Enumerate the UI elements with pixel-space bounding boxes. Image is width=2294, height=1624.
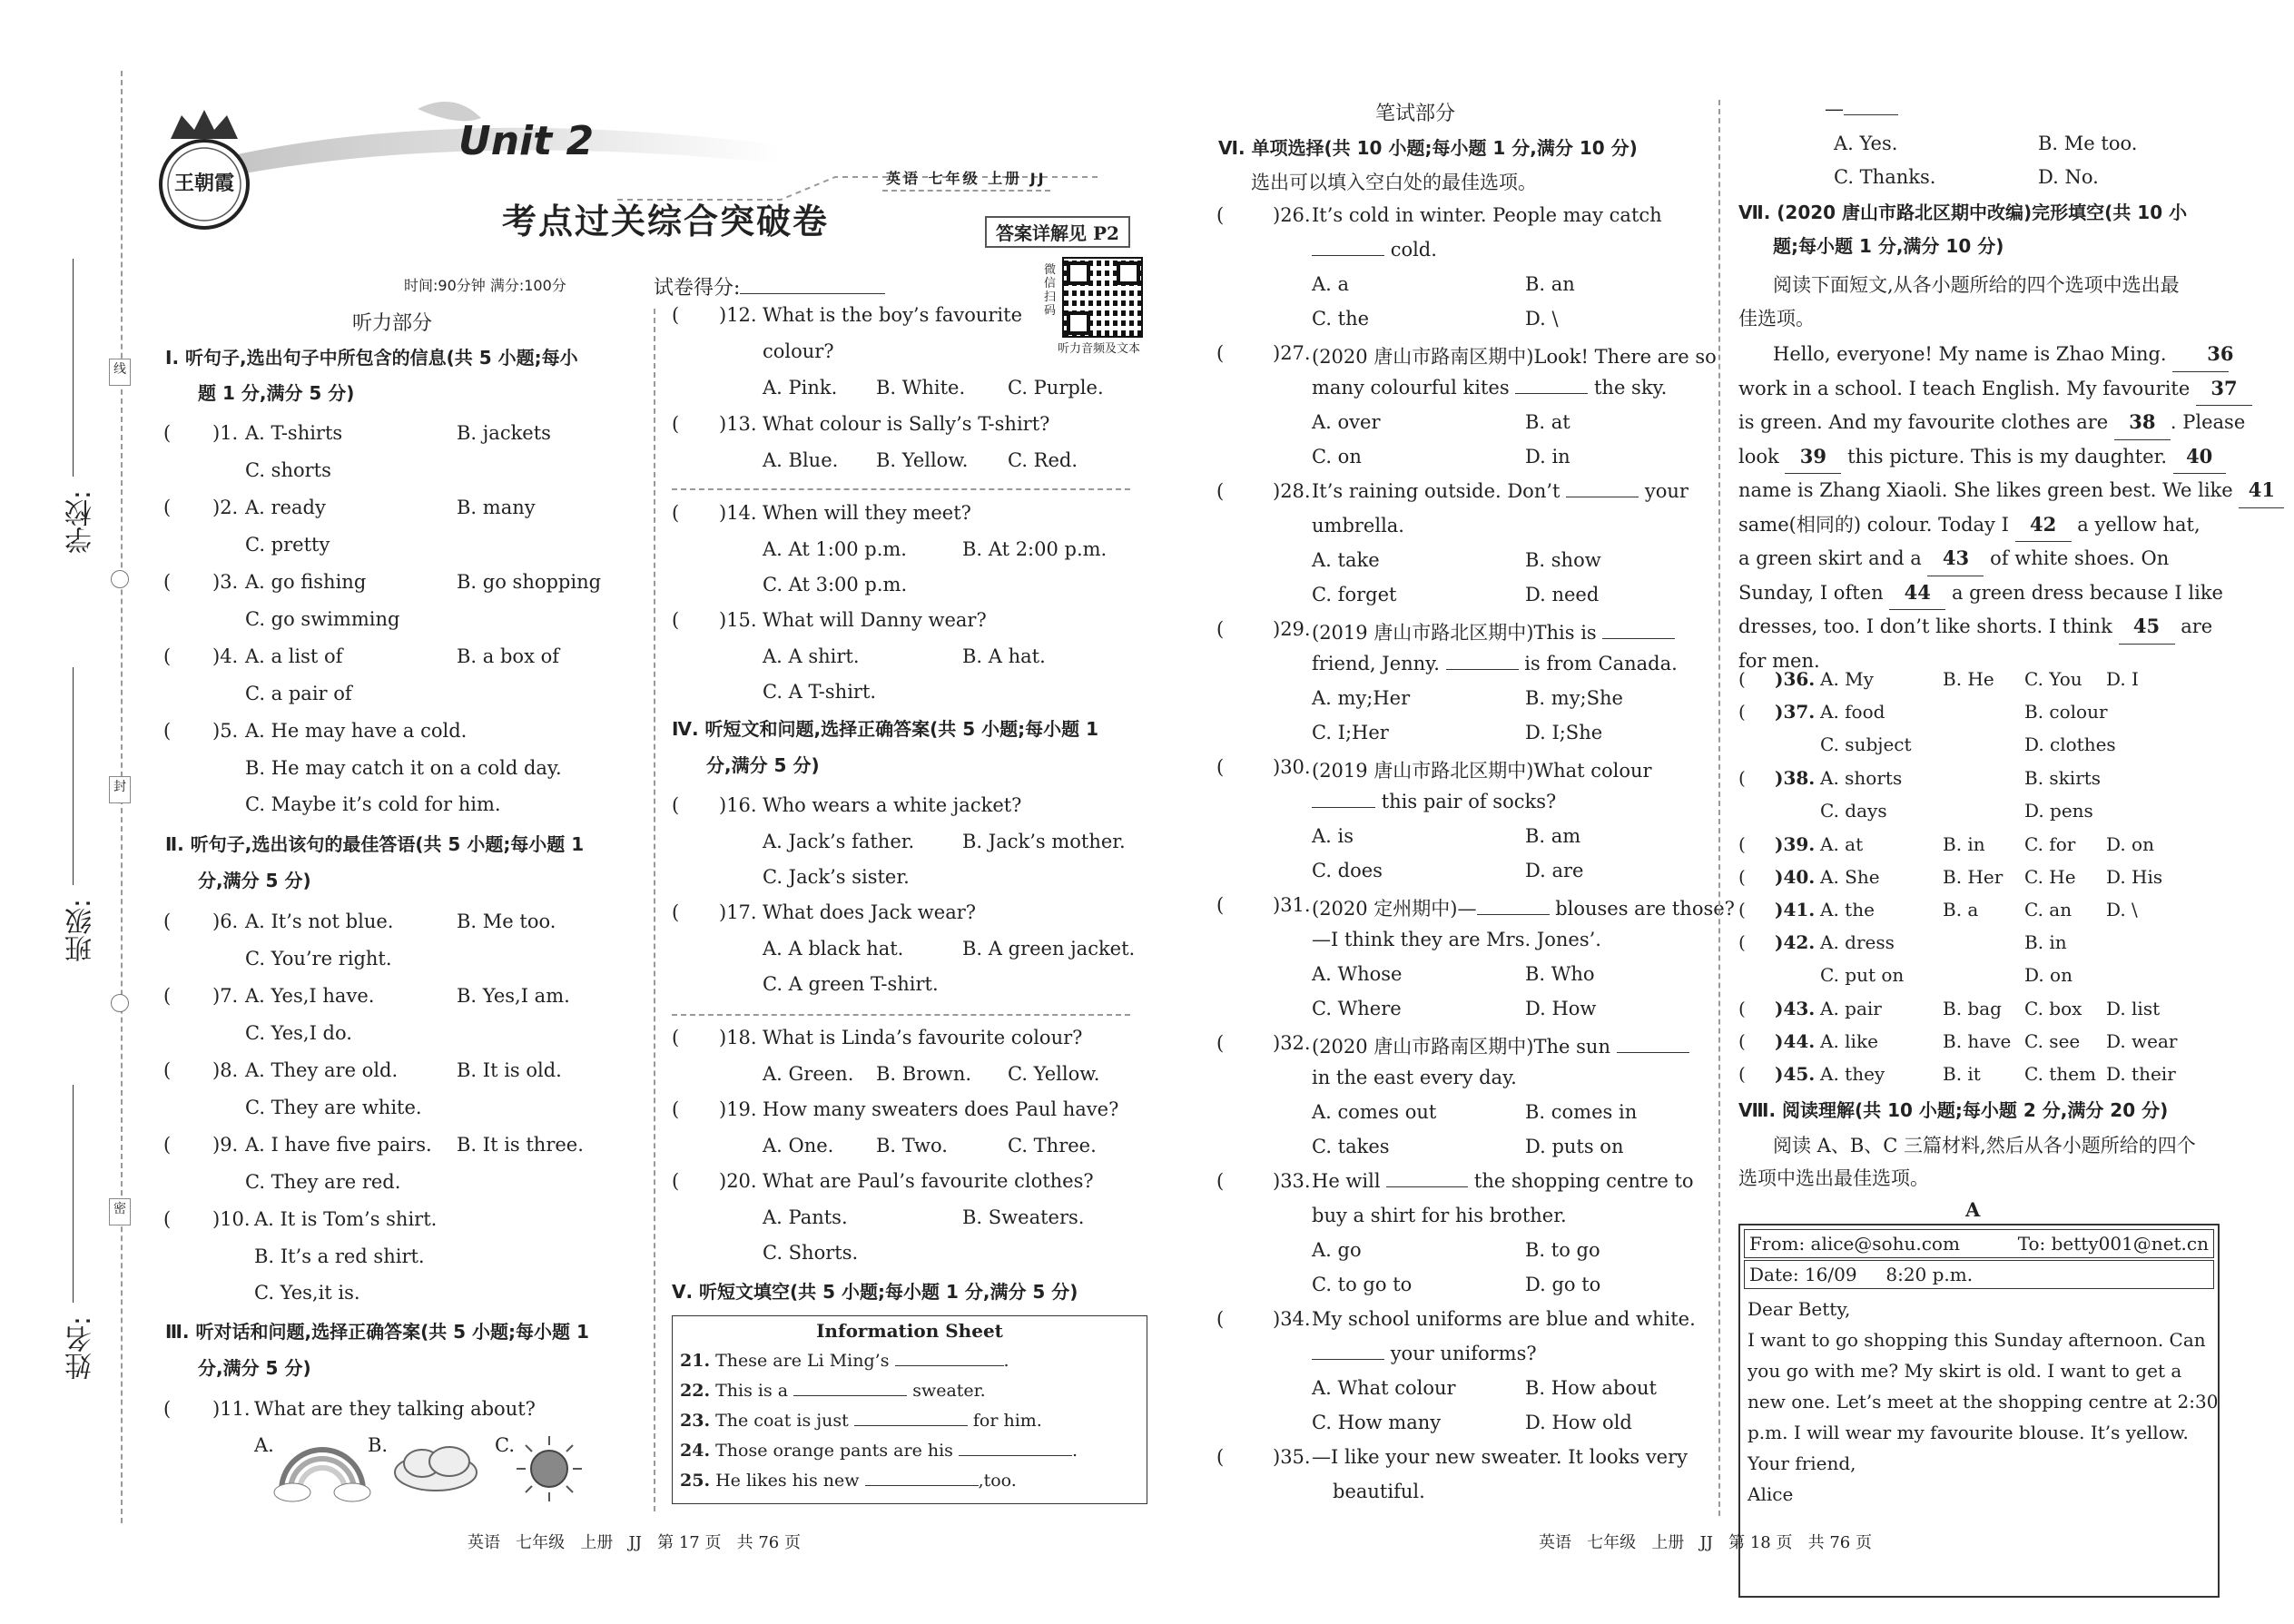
section-7-instruction: 阅读下面短文,从各小题所给的四个选项中选出最 [1773, 274, 2180, 296]
blank[interactable] [1386, 1186, 1468, 1187]
option-b[interactable]: B. He [1943, 668, 1994, 690]
blank[interactable] [1312, 1359, 1384, 1360]
option-a[interactable]: A. My [1820, 668, 1874, 690]
question-stem: (2020 唐山市路南区期中)Look! There are so [1312, 346, 1717, 368]
option-d[interactable]: D. list [2106, 998, 2161, 1019]
option-c[interactable]: C. You’re right. [245, 948, 392, 969]
option-d[interactable]: D. go to [1525, 1274, 1601, 1295]
option-c[interactable]: C. on [1312, 446, 1362, 468]
question-stem: It’s cold in winter. People may catch [1312, 204, 1662, 226]
option-b[interactable]: B. White. [876, 377, 966, 399]
blank[interactable] [1617, 1052, 1689, 1053]
question-stem: Who wears a white jacket? [763, 794, 1022, 816]
option-a[interactable]: A. comes out [1312, 1101, 1437, 1123]
sun-icon [513, 1432, 586, 1505]
school-field[interactable] [54, 259, 100, 558]
option-a[interactable]: A. Yes,I have. [245, 985, 375, 1007]
question-stem: What does Jack wear? [763, 901, 977, 923]
binding-mark: 密 [109, 1198, 131, 1225]
question-stem: colour? [763, 340, 834, 362]
class-field[interactable] [54, 667, 100, 967]
paper-title: 考点过关综合突破卷 [502, 201, 830, 241]
option-a[interactable]: A. I have five pairs. [245, 1134, 432, 1156]
option-b[interactable]: B. comes in [1525, 1101, 1638, 1123]
option-a[interactable]: A. Pink. [763, 377, 838, 399]
section-8-title: Ⅷ. 阅读理解(共 10 小题;每小题 2 分,满分 20 分) [1738, 1099, 2169, 1121]
option-a[interactable]: A. Blue. [763, 449, 839, 471]
logo [154, 104, 254, 236]
option-b[interactable]: B. Yes,I am. [457, 985, 570, 1007]
passage-label: A [1965, 1198, 1981, 1221]
blank-38[interactable]: 38 [2114, 406, 2171, 440]
option-b[interactable]: B. How about [1525, 1377, 1657, 1399]
column-4: — A. Yes. B. Me too. C. Thanks. D. No. Ⅶ. (2020 唐山市路北区期中改编)完形填空(共 10 小 题;每小题 1 分,满分 10 分) 阅读下面短文,从各小题所给的四个选项中选出最 佳选项。 Hello, everyone! My name is Zhao Ming. 36 work in a school. I teach English. My favourite 37 is green. And my favourite clothes are 38 . Please look 39 this picture. This is my daughter. 40 name is Zhang Xiaoli. She likes green best. We like 41 same(相同的) colour. Today I 42 a yellow hat, a green skirt and a 43 of white shoes. On Sunday, I often 44 a green dress because I like dresses, too. I don’t like shorts. I think 45 are for men. ( )36. A. My B. He C. You D. I ( )37. A. food B. colour C. subject D. clothes ( )38. A. shorts B. skirts C. days D. pens ( )39. A. at B. in C. for D. on ( )40. A. She B. Her C. He D. His ( )41. A. the B. a C. an D. \ ( )42. A. dress B. in C. put on D. on ( )43. A. pair B. bag C. box D. list ( )44. A. like B. have C. see D. wear ( )45. A. they B. it C. them D. their Ⅷ. 阅读理解(共 10 小题;每小题 2 分,满分 20 分) 阅读 A、B、C 三篇材料,然后从各小题所给的四个 选项中选出最佳选项。 A From: alice@sohu.com To: betty001@net.cn Date: 16/09 8:20 p.m. Dear Betty, I want to go shopping this Sunday afternoon. Can you go with me? My skirt is old. I want to get a new one. Let’s meet at the shopping centre at 2:30 p.m. I will wear my favourite blouse. It’s yellow. Your friend, Alice [1738, 98, 2220, 1514]
option-c[interactable]: C. Purple. [1008, 377, 1104, 399]
section-7-instruction: 佳选项。 [1738, 308, 1815, 330]
name-field[interactable] [54, 1085, 100, 1384]
option-d[interactable]: D. How old [1525, 1412, 1632, 1433]
option-c[interactable]: C. Three. [1008, 1135, 1097, 1156]
section-6-title: Ⅵ. 单项选择(共 10 小题;每小题 1 分,满分 10 分) [1218, 137, 1638, 159]
option-b[interactable]: B. It is old. [457, 1059, 562, 1081]
option-b[interactable]: B. a [1943, 899, 1979, 920]
option-b[interactable]: B. have [1943, 1030, 2012, 1052]
option-a[interactable]: A. It’s not blue. [245, 910, 394, 932]
info-sheet-title: Information Sheet [816, 1320, 1003, 1342]
blank-22[interactable] [793, 1395, 907, 1396]
blank-40[interactable]: 40 [2173, 440, 2226, 475]
blank[interactable] [1312, 807, 1375, 808]
blank-39[interactable]: 39 [1785, 440, 1841, 475]
writing-heading: 笔试部分 [1375, 103, 1456, 125]
option-a[interactable]: A. like [1820, 1030, 1878, 1052]
question-stem: My school uniforms are blue and white. [1312, 1308, 1696, 1330]
question-stem: When will they meet? [763, 502, 971, 524]
section-7-title: 题;每小题 1 分,满分 10 分) [1773, 235, 2004, 257]
blank[interactable] [1446, 669, 1519, 670]
option-b[interactable]: B. It is three. [457, 1134, 584, 1156]
section-1-title: 题 1 分,满分 5 分) [198, 382, 355, 404]
column-3: Ⅵ. 单项选择(共 10 小题;每小题 1 分,满分 10 分) 选出可以填入空白处的最佳选项。 ( )26. It’s cold in winter. People may catch cold. A. a B. an C. the D. \ ( )27. (2020 唐山市路南区期中)Look! There are so many colourful kites the sky. A. over B. at C. on D. in ( )28. It’s raining outside. Don’t your umbrella. A. take B. show C. forget D. need ( )29. (2019 唐山市路北区期中)This is friend, Jenny. is from Canada. A. my;Her B. my;She C. I;Her D. I;She ( )30. (2019 唐山市路北区期中)What colour this pair of socks? A. is B. am C. does D. are ( )31. (2020 定州期中)— blouses are those? —I think they are Mrs. Jones’. A. Whose B. Who C. Where D. How ( )32. (2020 唐山市路南区期中)The sun in the east every day. A. comes out B. comes in C. takes D. puts on ( )33. He will the shopping centre to buy a shirt for his brother. A. go B. to go C. to go to D. go to ( )34. My school uniforms are blue and white. your uniforms? A. What colour B. How about C. How many D. How old ( )35. —I like your new sweater. It looks very beautiful. [1216, 132, 1707, 1521]
option-b[interactable]: B. Me too. [457, 910, 556, 932]
email-from: From: alice@sohu.com [1749, 1233, 1960, 1255]
option-d[interactable]: D. puts on [1525, 1136, 1624, 1157]
option-a[interactable]: A. at [1820, 833, 1864, 855]
option-d[interactable]: D. are [1525, 860, 1584, 881]
binding-mark: 线 [109, 359, 131, 386]
option-a[interactable]: A. food [1820, 701, 1885, 723]
option-b[interactable]: B. A green jacket. [962, 938, 1136, 960]
option-a[interactable]: A. One. [763, 1135, 834, 1156]
name-label: 姓名: [65, 1316, 97, 1381]
option-c[interactable]: C. does [1312, 860, 1383, 881]
option-b[interactable]: B. A hat. [962, 645, 1046, 667]
option-a[interactable]: A. At 1:00 p.m. [763, 538, 907, 560]
option-d[interactable]: D. their [2106, 1063, 2176, 1085]
option-c[interactable]: C. days [1820, 800, 1887, 822]
column-divider [654, 309, 655, 1511]
listening-heading: 听力部分 [352, 312, 433, 335]
option-b[interactable]: B. to go [1525, 1239, 1600, 1261]
blank-21[interactable] [895, 1365, 1004, 1366]
option-a[interactable]: A. A shirt. [763, 645, 860, 667]
option-d[interactable]: D. on [2024, 964, 2072, 986]
section-8-instruction: 阅读 A、B、C 三篇材料,然后从各小题所给的四个 [1773, 1135, 2196, 1156]
option-b[interactable]: B. Her [1943, 866, 2004, 888]
option-c[interactable]: C. Jack’s sister. [763, 866, 910, 888]
option-a[interactable]: A. over [1312, 411, 1381, 433]
blank[interactable] [1515, 393, 1588, 394]
question-stem: What is Linda’s favourite colour? [763, 1027, 1083, 1048]
option-b[interactable]: B. Jack’s mother. [962, 831, 1126, 852]
score-field[interactable] [654, 272, 885, 300]
blank-36[interactable]: 36 [2172, 338, 2229, 372]
option-c[interactable]: C. They are red. [245, 1171, 401, 1193]
option-a[interactable]: A. A black hat. [763, 938, 904, 960]
option-c[interactable]: C. shorts [245, 459, 331, 481]
option-a[interactable]: A. is [1312, 825, 1354, 847]
binding-circle [111, 994, 129, 1012]
option-b[interactable]: B. He may catch it on a cold day. [245, 757, 562, 779]
option-b[interactable]: B. it [1943, 1063, 1981, 1085]
cloze-passage: Hello, everyone! My name is Zhao Ming. 36 work in a school. I teach English. My favourite 37 is green. And my favourite clothes are 38 . Please look 39 this picture. This is my daughter. 40 name is Zhang Xiaoli. She likes green best. We like 41 same(相同的) colour. Today I 42 a yellow hat, a green skirt and a 43 of white shoes. On Sunday, I often 44 a green dress because I like dresses, too. I don’t like shorts. I think 45 are for men. [1738, 338, 2212, 677]
option-c[interactable]: C. At 3:00 p.m. [763, 574, 908, 595]
option-b[interactable]: B. many [457, 497, 536, 518]
time-info: 时间:90分钟 满分:100分 [404, 277, 566, 294]
option-b[interactable]: B. Two. [876, 1135, 948, 1156]
option-c[interactable]: C. subject [1820, 733, 1912, 755]
option-b[interactable]: B. Who [1525, 963, 1595, 985]
school-label: 学校: [65, 490, 97, 555]
option-a[interactable]: A. take [1312, 549, 1380, 571]
option-a[interactable]: A. Whose [1312, 963, 1403, 985]
option-c[interactable]: C. Yes,it is. [254, 1282, 360, 1304]
option-a[interactable]: A. It is Tom’s shirt. [254, 1208, 438, 1230]
option-c[interactable]: C. them [2024, 1063, 2097, 1085]
option-b[interactable]: B. It’s a red shirt. [254, 1245, 425, 1267]
question-stem: What are Paul’s favourite clothes? [763, 1170, 1094, 1192]
option-c[interactable]: C. A T-shirt. [763, 681, 877, 703]
subject-tag: 英语 七年级 上册 JJ [882, 167, 1050, 192]
option-a[interactable]: A. Pants. [763, 1206, 848, 1228]
email-body: Dear Betty, I want to go shopping this Sunday afternoon. Can you go with me? My skirt is old. I want to get a new one. Let’s meet at the shopping centre at 2:30 p.m. I will wear my favourite blouse. It’s yellow. Your friend, Alice [1748, 1298, 2219, 1505]
score-label: 试卷得分: [654, 277, 741, 300]
option-d[interactable]: D. \ [1525, 308, 1559, 330]
question-stem: What are they talking about? [254, 1398, 536, 1420]
blank[interactable] [1477, 914, 1550, 915]
info-row: 23. The coat is just for him. [680, 1410, 1042, 1431]
option-d[interactable]: D. in [1525, 446, 1570, 468]
option-d[interactable]: D. I [2106, 668, 2139, 690]
option-a[interactable]: A. the [1820, 899, 1875, 920]
option-b[interactable]: B. my;She [1525, 687, 1623, 709]
option-b[interactable]: B. an [1525, 273, 1575, 295]
option-b[interactable]: B. jackets [457, 422, 551, 444]
option-a[interactable]: A. Jack’s father. [763, 831, 915, 852]
option-c[interactable]: C. He [2024, 866, 2076, 888]
option-b[interactable]: B. in [1943, 833, 1985, 855]
rainbow-icon [272, 1436, 372, 1504]
logo-text: 王朝霞 [174, 172, 235, 195]
blank-41[interactable]: 41 [2239, 474, 2284, 508]
blank-42[interactable]: 42 [2015, 508, 2072, 543]
option-c[interactable]: C. the [1312, 308, 1370, 330]
option-c[interactable]: C. box [2024, 998, 2082, 1019]
blank-45[interactable]: 45 [2119, 610, 2175, 645]
section-2-title: 分,满分 5 分) [198, 870, 311, 891]
option-c[interactable]: C. go swimming [245, 608, 400, 630]
blank-23[interactable] [854, 1425, 968, 1426]
column-divider [1718, 100, 1720, 1516]
section-3-title: 分,满分 5 分) [198, 1357, 311, 1379]
binding-circle [111, 570, 129, 588]
class-label: 班级: [65, 899, 97, 963]
info-row: 25. He likes his new ,too. [680, 1470, 1017, 1491]
section-8-instruction: 选项中选出最佳选项。 [1738, 1167, 1929, 1189]
blank[interactable] [1844, 114, 1898, 115]
option-a[interactable]: A. a [1312, 273, 1350, 295]
question-stem: —I like your new sweater. It looks very [1312, 1446, 1689, 1468]
section-6-instruction: 选出可以填入空白处的最佳选项。 [1251, 172, 1537, 193]
option-c[interactable]: C. Where [1312, 998, 1402, 1019]
option-b[interactable]: B. at [1525, 411, 1570, 433]
email-date: Date: 16/09 8:20 p.m. [1749, 1264, 1974, 1285]
option-b[interactable]: B. Sweaters. [962, 1206, 1085, 1228]
blank-43[interactable]: 43 [1927, 542, 1984, 576]
option-a[interactable]: A. pair [1820, 998, 1882, 1019]
column-1: 听力部分 Ⅰ. 听句子,选出句子中所包含的信息(共 5 小题;每小 题 1 分,满分 5 分) ( )1. A. T-shirts B. jackets C. shorts ( )2. A. ready B. many C. pretty ( )3. A. go fishing B. go shopping C. go swimming ( )4. A. a list of B. a box of C. a pair of ( )5. A. He may have a cold. B. He may catch it on a cold day. C. Maybe it’s cold for him. Ⅱ. 听句子,选出该句的最佳答语(共 5 小题;每小题 1 分,满分 5 分) ( )6. A. It’s not blue. B. Me too. C. You’re right. ( )7. A. Yes,I have. B. Yes,I am. C. Yes,I do. ( )8. A. They are old. B. It is old. C. They are white. ( )9. A. I have five pairs. B. It is three. C. They are red. ( )10. A. It is Tom’s shirt. B. It’s a red shirt. C. Yes,it is. Ⅲ. 听对话和问题,选择正确答案(共 5 小题;每小题 1 分,满分 5 分) ( )11. What are they talking about? A. B. C. [163, 304, 635, 1511]
question-stem: What will Danny wear? [763, 609, 987, 631]
option-b[interactable]: B. show [1525, 549, 1601, 571]
option-d[interactable]: D. How [1525, 998, 1597, 1019]
option-b[interactable]: B. am [1525, 825, 1581, 847]
option-b[interactable]: B. bag [1943, 998, 2002, 1019]
section-5-title: Ⅴ. 听短文填空(共 5 小题;每小题 1 分,满分 5 分) [672, 1281, 1078, 1303]
qr-caption: 听力音频及文本 [1058, 342, 1141, 356]
option-b[interactable]: B. a box of [457, 645, 559, 667]
option-a[interactable]: A. They are old. [245, 1059, 399, 1081]
option-c[interactable]: C. pretty [245, 534, 330, 556]
option-a[interactable]: A. [254, 1434, 274, 1456]
section-3-title: Ⅲ. 听对话和问题,选择正确答案(共 5 小题;每小题 1 [165, 1321, 589, 1343]
option-d[interactable]: D. I;She [1525, 722, 1603, 743]
section-2-title: Ⅱ. 听句子,选出该句的最佳答语(共 5 小题;每小题 1 [165, 833, 585, 855]
option-d[interactable]: D. \ [2106, 899, 2138, 920]
section-4-title: Ⅳ. 听短文和问题,选择正确答案(共 5 小题;每小题 1 [672, 718, 1098, 740]
blank[interactable] [1312, 255, 1384, 256]
option-a[interactable]: A. Green. [763, 1063, 854, 1085]
option-c[interactable]: C. Shorts. [763, 1242, 859, 1264]
cloud-icon [386, 1443, 490, 1498]
option-b[interactable]: B. At 2:00 p.m. [962, 538, 1108, 560]
section-1-title: Ⅰ. 听句子,选出句子中所包含的信息(共 5 小题;每小 [165, 347, 578, 369]
option-a[interactable]: A. ready [245, 497, 326, 518]
option-a[interactable]: A. they [1820, 1063, 1885, 1085]
option-c[interactable]: C. forget [1312, 584, 1397, 605]
option-c[interactable]: C. for [2024, 833, 2076, 855]
option-a[interactable]: A. She [1820, 866, 1880, 888]
option-a[interactable]: A. What colour [1312, 1377, 1456, 1399]
option-b[interactable]: B. go shopping [457, 571, 602, 593]
column-2: ( )12. What is the boy’s favourite colour? A. Pink. B. White. C. Purple. ( )13. What colour is Sally’s T-shirt? A. Blue. B. Yellow. C. Red. ( )14. When will they meet? A. At 1:00 p.m. B. At 2:00 p.m. C. At 3:00 p.m. ( )15. What will Danny wear? A. A shirt. B. A hat. C. A T-shirt. Ⅳ. 听短文和问题,选择正确答案(共 5 小题;每小题 1 分,满分 5 分) ( )16. Who wears a white jacket? A. Jack’s father. B. Jack’s mother. C. Jack’s sister. ( )17. What does Jack wear? A. A black hat. B. A green jacket. C. A green T-shirt. ( )18. What is Linda’s favourite colour? A. Green. B. Brown. C. Yellow. ( )19. How many sweaters does Paul have? A. One. B. Two. C. Three. ( )20. What are Paul’s favourite clothes? A. Pants. B. Sweaters. C. Shorts. Ⅴ. 听短文填空(共 5 小题;每小题 1 分,满分 5 分) Information Sheet 21. These are Li Ming’s . 22. This is a sweater. 23. The coat is just for him. 24. Those orange pants are his . 25. He likes his new ,too. [672, 304, 1153, 1511]
option-c[interactable]: C. They are white. [245, 1097, 422, 1118]
section-7-title: Ⅶ. (2020 唐山市路北区期中改编)完形填空(共 10 小 [1738, 202, 2188, 223]
question-stem: How many sweaters does Paul have? [763, 1098, 1119, 1120]
option-a[interactable]: A. my;Her [1312, 687, 1411, 709]
option-c[interactable]: C. to go to [1312, 1274, 1413, 1295]
blank-37[interactable]: 37 [2196, 372, 2252, 407]
option-c[interactable]: C. Red. [1008, 449, 1078, 471]
option-d[interactable]: D. need [1525, 584, 1600, 605]
option-c[interactable]: C. an [2024, 899, 2072, 920]
option-c[interactable]: C. takes [1312, 1136, 1390, 1157]
option-b[interactable]: B. in [2024, 931, 2067, 953]
option-d[interactable]: D. wear [2106, 1030, 2178, 1052]
binding-mark: 封 [109, 776, 131, 803]
option-a[interactable]: A. Yes. [1834, 133, 1898, 154]
info-row: 22. This is a sweater. [680, 1380, 986, 1401]
unit-title: Unit 2 [458, 118, 595, 164]
blank-44[interactable]: 44 [1889, 576, 1945, 611]
option-b[interactable]: B. [368, 1434, 389, 1456]
section-4-title: 分,满分 5 分) [706, 754, 820, 776]
option-c[interactable]: C. Maybe it’s cold for him. [245, 793, 501, 815]
qr-side-label: 微信扫码 [1044, 263, 1057, 318]
option-b[interactable]: B. Me too. [2038, 133, 2138, 154]
option-a[interactable]: A. He may have a cold. [245, 720, 468, 742]
question-stem: (2019 唐山市路北区期中)What colour [1312, 760, 1652, 782]
option-b[interactable]: B. colour [2024, 701, 2108, 723]
option-d[interactable]: D. No. [2038, 166, 2099, 188]
option-d[interactable]: D. clothes [2024, 733, 2116, 755]
blank-24[interactable] [959, 1455, 1072, 1456]
email-to: To: betty001@net.cn [2017, 1233, 2209, 1255]
option-c[interactable]: C. Thanks. [1834, 166, 1936, 188]
footer-right: 英语 七年级 上册 JJ 第 18 页 共 76 页 [1539, 1533, 1872, 1552]
option-c[interactable]: C. [495, 1434, 515, 1456]
separator [672, 488, 1130, 490]
question-stem: What colour is Sally’s T-shirt? [763, 413, 1050, 435]
option-d[interactable]: D. pens [2024, 800, 2093, 822]
option-b[interactable]: B. Brown. [876, 1063, 972, 1085]
option-a[interactable]: A. go [1312, 1239, 1362, 1261]
option-b[interactable]: B. Yellow. [876, 449, 969, 471]
option-a[interactable]: A. shorts [1820, 767, 1903, 789]
information-sheet [672, 1315, 1147, 1504]
info-row: 24. Those orange pants are his . [680, 1440, 1078, 1461]
option-b[interactable]: B. skirts [2024, 767, 2102, 789]
option-c[interactable]: C. How many [1312, 1412, 1442, 1433]
question-stem: What is the boy’s favourite [763, 304, 1023, 326]
option-d[interactable]: D. His [2106, 866, 2163, 888]
option-c[interactable]: C. see [2024, 1030, 2081, 1052]
separator [672, 1014, 1130, 1016]
option-c[interactable]: C. Yes,I do. [245, 1022, 352, 1044]
option-c[interactable]: C. a pair of [245, 683, 352, 704]
option-c[interactable]: C. put on [1820, 964, 1905, 986]
blank[interactable] [1602, 638, 1675, 639]
option-a[interactable]: A. dress [1820, 931, 1895, 953]
option-a[interactable]: A. T-shirts [245, 422, 343, 444]
info-row: 21. These are Li Ming’s . [680, 1350, 1009, 1371]
option-d[interactable]: D. on [2106, 833, 2154, 855]
option-c[interactable]: C. I;Her [1312, 722, 1389, 743]
option-c[interactable]: C. Yellow. [1008, 1063, 1100, 1085]
option-a[interactable]: A. a list of [245, 645, 343, 667]
option-a[interactable]: A. go fishing [245, 571, 367, 593]
footer-left: 英语 七年级 上册 JJ 第 17 页 共 76 页 [468, 1533, 801, 1552]
blank-25[interactable] [865, 1485, 979, 1486]
option-c[interactable]: C. You [2024, 668, 2082, 690]
answer-ref: 答案详解见 P2 [985, 216, 1130, 248]
option-c[interactable]: C. A green T-shirt. [763, 973, 939, 995]
